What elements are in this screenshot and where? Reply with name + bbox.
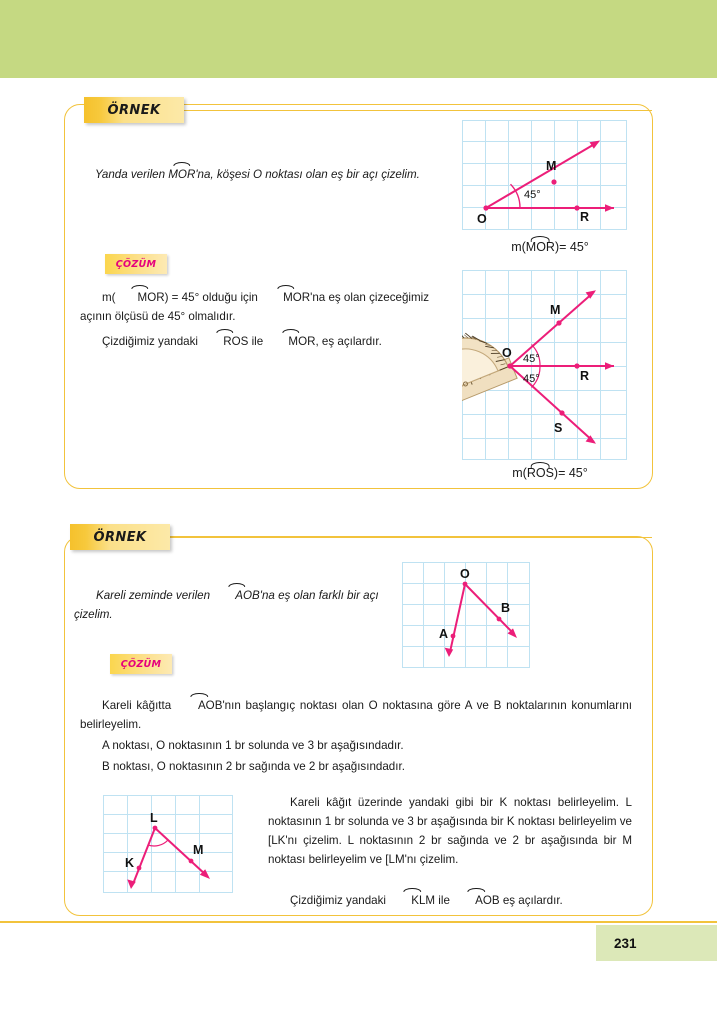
angle-label-45-lower: 45° [523, 373, 540, 385]
mor-angle-svg [462, 120, 627, 230]
point-label-M: M [550, 303, 561, 317]
point-label-O: O [460, 567, 470, 581]
point-label-O: O [502, 346, 512, 360]
caption-ros-measure [470, 466, 630, 480]
angle-letters: ROS [526, 466, 554, 480]
angle-letters: MOR [283, 291, 311, 304]
cap1-prefix: m( [511, 240, 526, 254]
angle-letters: MOR [168, 168, 196, 181]
angle-letters: AOB [197, 699, 223, 712]
angle-notation-aob [176, 696, 222, 715]
prompt-2-before: Kareli zeminde verilen [96, 589, 214, 602]
klm-angle-svg [103, 795, 233, 893]
sol2a-p1: Kareli kâğıtta [102, 699, 176, 712]
example-2-solution-line-6 [268, 891, 632, 910]
point-label-A: A [439, 627, 449, 641]
diagram-mor-angle [462, 120, 627, 230]
point-label-K: K [125, 856, 135, 870]
example-1-prompt [95, 165, 455, 184]
cap2-suffix: )= 45° [553, 466, 588, 480]
example-2-solution-tab [110, 654, 172, 674]
example-1-solution-line-1 [80, 288, 450, 326]
sol1b-p1: Çizdiğimiz yandaki [102, 335, 202, 348]
angle-notation-mor-caption [526, 240, 555, 254]
angle-label-45: 45° [524, 189, 541, 201]
angle-notation-ros [201, 332, 248, 351]
sol2d-line1: Kareli kâğıt üzerinde yandaki gibi bir K noktası belirleyelim. [290, 796, 619, 809]
angle-letters: ROS [223, 335, 249, 348]
prompt-1-before: Yanda verilen [95, 168, 169, 181]
page-header-band [0, 0, 717, 78]
angle-notation-mor [266, 332, 315, 351]
sol1b-p3: , eş açılardır. [315, 335, 382, 348]
example-1-tab-label: ÖRNEK [107, 102, 161, 118]
angle-notation-klm [389, 891, 435, 910]
solution-tab-label: ÇÖZÜM [120, 658, 162, 670]
sol1a-p3: 'na eş olan çizeceğimiz açının ölçüsü de 45° olmalıdır. [80, 291, 429, 323]
example-2-tab-label: ÖRNEK [93, 529, 147, 545]
angle-letters: AOB [475, 894, 500, 907]
point-label-M: M [546, 159, 557, 173]
sol2e-p2: ile [435, 894, 454, 907]
prompt-1-after: 'na, köşesi O noktası olan eş bir açı çizelim. [195, 168, 420, 181]
angle-notation-mor [116, 288, 165, 307]
sol2e-p1: Çizdiğimiz yandaki [290, 894, 390, 907]
prompt-2-after: 'na eş olan farklı bir açı çizelim. [74, 589, 379, 621]
angle-letters: MOR [288, 335, 316, 348]
sol2e-p3: eş açılardır. [499, 894, 563, 907]
example-2-tab [70, 524, 170, 550]
example-1-solution-tab [105, 254, 167, 274]
point-label-S: S [554, 421, 563, 435]
diagram-aob-angle [402, 562, 530, 668]
point-label-L: L [150, 811, 158, 825]
angle-notation-mor [168, 165, 195, 184]
example-1-tab-rule [184, 110, 652, 111]
sol2d-line2: L noktasının 1 br solunda ve 3 br aşağısında bir K noktası belirleyelim ve [LK'nı çizelim. L noktasının 2 br sağında ve 2 br aşağısında bir M noktası belirleyelim ve [LM'nı çizelim. [268, 796, 632, 866]
aob-angle-svg [402, 562, 530, 668]
point-label-R: R [580, 369, 590, 383]
angle-letters: AOB [235, 589, 260, 602]
point-label-M: M [193, 843, 204, 857]
angle-notation-aob [453, 891, 499, 910]
example-1-tab [84, 97, 184, 123]
cap2-prefix: m( [512, 466, 527, 480]
angle-letters: MOR [137, 291, 165, 304]
angle-label-45-upper: 45° [523, 353, 540, 365]
sol1b-p2: ile [248, 335, 267, 348]
sol2a-p2: 'nın başlangıç noktası olan O noktasına göre A ve B noktalarının konumlarını belirleyelim. [80, 699, 633, 731]
diagram-protractor-angle [462, 270, 627, 460]
solution-tab-label: ÇÖZÜM [115, 258, 157, 270]
cap1-suffix: )= 45° [554, 240, 589, 254]
caption-mor-measure [470, 240, 630, 254]
angle-notation-mor [261, 288, 310, 307]
point-label-R: R [580, 210, 590, 224]
example-2-solution-line-1 [80, 696, 632, 734]
diagram-klm-angle [103, 795, 233, 893]
footer-rule [0, 921, 717, 923]
page-number: 231 [614, 935, 637, 951]
protractor-angle-svg [462, 270, 627, 460]
page-number-bar [596, 925, 717, 961]
angle-notation-aob [213, 586, 259, 605]
example-2-prompt [74, 586, 404, 624]
example-1-solution-line-2 [80, 332, 450, 351]
example-2-solution-line-3: B noktası, O noktasının 2 br sağında ve 2 br aşağısındadır. [102, 760, 405, 773]
point-label-B: B [501, 601, 511, 615]
sol1a-p2: ) = 45° olduğu için [164, 291, 262, 304]
point-label-O: O [477, 212, 487, 226]
angle-letters: MOR [525, 240, 555, 254]
example-2-solution-line-2: A noktası, O noktasının 1 br solunda ve 3 br aşağısındadır. [102, 739, 404, 752]
angle-notation-ros-caption [527, 466, 554, 480]
sol1a-p1: m( [102, 291, 116, 304]
example-2-tab-rule [170, 537, 652, 538]
angle-letters: KLM [411, 894, 436, 907]
example-2-solution-lines-4-5 [268, 793, 632, 869]
